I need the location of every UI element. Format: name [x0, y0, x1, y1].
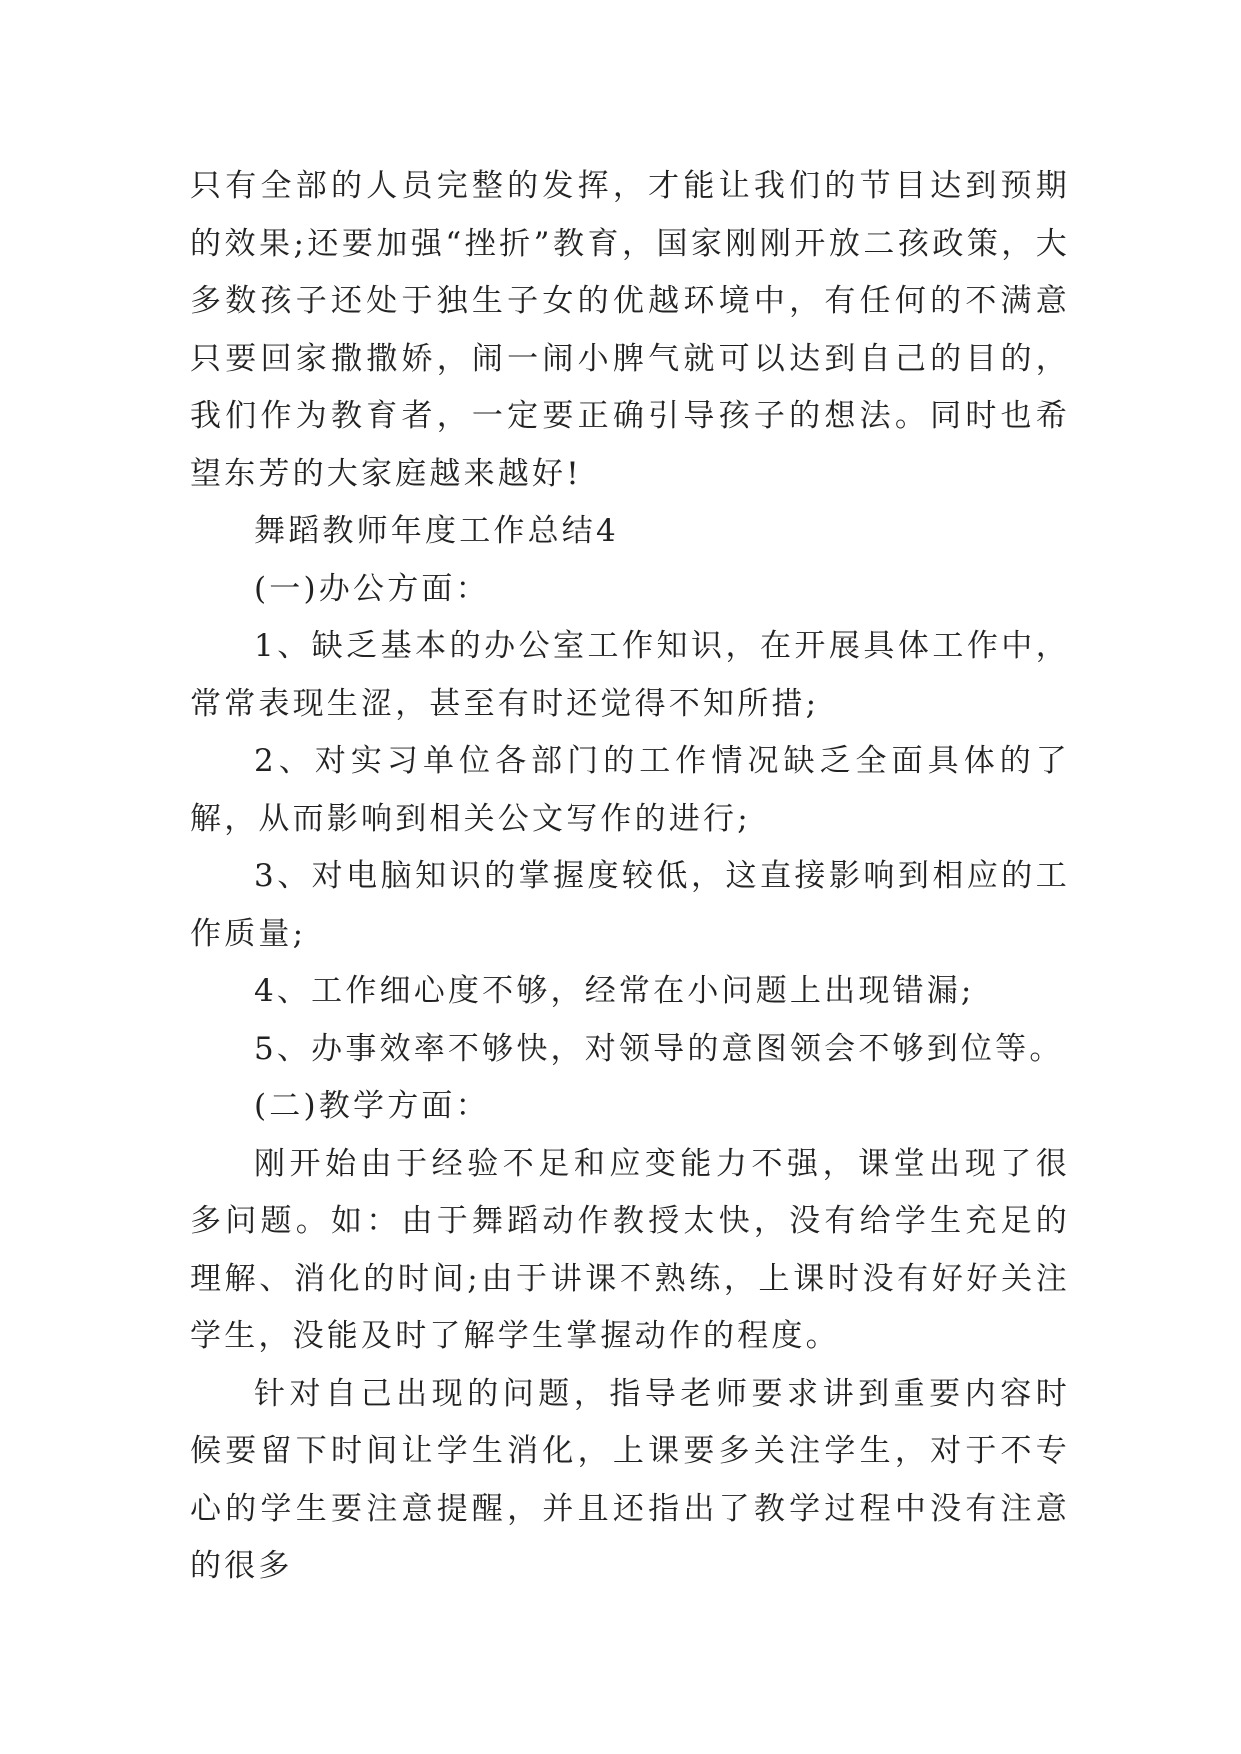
list-item: 1、缺乏基本的办公室工作知识，在开展具体工作中，常常表现生涩，甚至有时还觉得不知所措; — [190, 628, 1070, 722]
paragraph: 针对自己出现的问题，指导老师要求讲到重要内容时候要留下时间让学生消化，上课要多关注学生，对于不专心的学生要注意提醒，并且还指出了教学过程中没有注意的很多 — [190, 1375, 1070, 1584]
list-item: 5、办事效率不够快，对领导的意图领会不够到位等。 — [254, 1030, 1064, 1067]
paragraph-continuation: 只有全部的人员完整的发挥，才能让我们的节目达到预期的效果;还要加强“挫折”教育，国家刚刚开放二孩政策，大多数孩子还处于独生子女的优越环境中，有任何的不满意只要回家撒撒娇，闹一闹小脾气就可以达到自己的目的，我们作为教育者，一定要正确引导孩子的想法。同时也希望东芳的大家庭越来越好! — [190, 168, 1070, 492]
subsection-heading-teaching: (二)教学方面： — [254, 1088, 490, 1124]
list-item: 4、工作细心度不够，经常在小问题上出现错漏; — [254, 973, 975, 1009]
subsection-heading-office: (一)办公方面： — [254, 570, 490, 607]
document-body — [190, 158, 1070, 1596]
section-heading: 舞蹈教师年度工作总结4 — [254, 513, 619, 549]
list-item: 2、对实习单位各部门的工作情况缺乏全面具体的了解，从而影响到相关公文写作的进行; — [190, 743, 1070, 837]
list-item: 3、对电脑知识的掌握度较低，这直接影响到相应的工作质量; — [190, 858, 1070, 952]
paragraph: 刚开始由于经验不足和应变能力不强，课堂出现了很多问题。如：由于舞蹈动作教授太快，没有给学生充足的理解、消化的时间;由于讲课不熟练，上课时没有好好关注学生，没能及时了解学生掌握动作的程度。 — [190, 1145, 1070, 1354]
